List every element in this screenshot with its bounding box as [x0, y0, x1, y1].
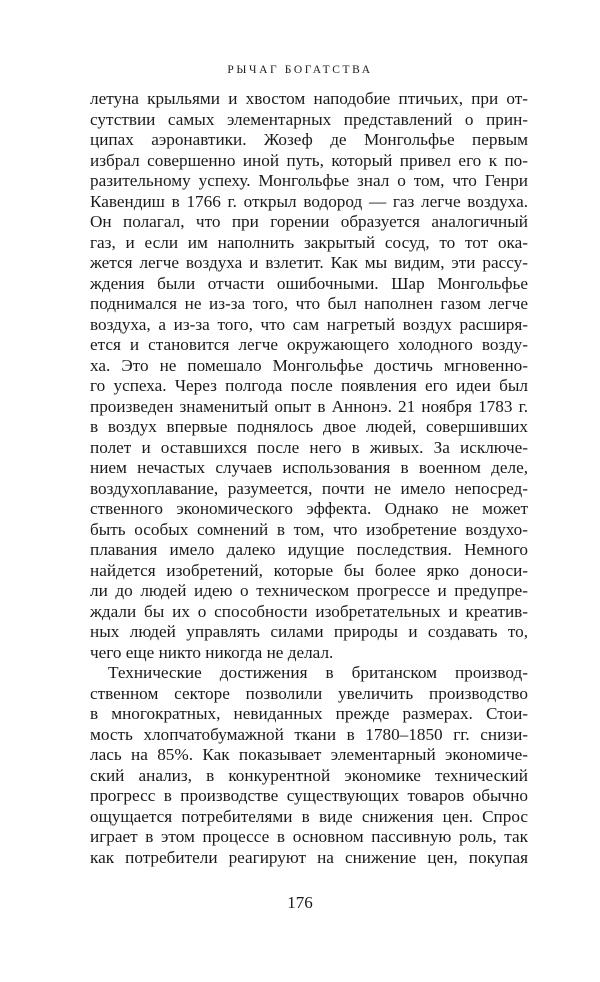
- text-line: лась на 85%. Как показывает элементарный экономиче-: [90, 745, 528, 764]
- text-line: летуна крыльями и хвостом наподобие птичьих, при от-: [90, 89, 528, 108]
- text-line: ощущается потребителями в виде снижения цен. Спрос: [90, 806, 528, 826]
- text-line: ский анализ, в конкурентной экономике технический: [90, 765, 528, 785]
- text-line: полет и оставшихся после него в живых. За исключе-: [90, 437, 528, 457]
- paragraph: [90, 89, 528, 663]
- page-body: [90, 89, 528, 868]
- text-line: мость хлопчатобумажной ткани в 1780–1850 гг. снизи-: [90, 724, 528, 744]
- text-line: Технические достижения в британском производ-: [108, 663, 528, 682]
- text-line: ципах аэронавтики. Жозеф де Монгольфье первым: [90, 130, 528, 149]
- text-line: произведен знаменитый опыт в Аннонэ. 21 ноября 1783 г.: [90, 396, 528, 416]
- text-line: газ, и если им наполнить закрытый сосуд, то тот ока-: [90, 232, 528, 252]
- text-line: чего еще никто никогда не делал.: [90, 642, 334, 662]
- text-line: избрал совершенно иной путь, который привел его к по-: [90, 150, 528, 170]
- text-line: быть особых сомнений в том, что изобретение воздухо-: [90, 519, 528, 539]
- text-line: поднимался не из-за того, что был наполнен газом легче: [90, 294, 528, 313]
- running-head: РЫЧАГ БОГАТСТВА: [227, 64, 373, 76]
- text-line: в воздух впервые поднялось двое людей, совершивших: [90, 417, 528, 436]
- text-line: Он полагал, что при горении образуется аналогичный: [90, 212, 528, 231]
- page-number: 176: [287, 893, 313, 912]
- text-line: ха. Это не помешало Монгольфье достичь мгновенно-: [90, 355, 528, 375]
- text-line: ственном секторе позволили увеличить производство: [90, 683, 528, 703]
- text-line: ждали бы их о способности изобретательных и креатив-: [90, 601, 528, 621]
- text-line: ли до людей идею о техническом прогрессе и предупре-: [90, 581, 528, 600]
- text-line: нием нечастых случаев использования в военном деле,: [90, 458, 528, 477]
- text-line: сутствии самых элементарных представлений о прин-: [90, 109, 528, 129]
- text-line: разительному успеху. Монгольфье знал о том, что Генри: [90, 171, 528, 190]
- text-line: воздухоплавание, разумеется, почти не имело непосред-: [90, 478, 528, 498]
- text-line: Кавендиш в 1766 г. открыл водород — газ легче воздуха.: [90, 191, 528, 211]
- text-line: воздуха, а из-за того, что сам нагретый воздух расширя-: [90, 314, 528, 334]
- text-line: плавания имело далеко идущие последствия. Немного: [90, 540, 528, 559]
- text-line: ных людей управлять силами природы и создавать то,: [90, 622, 528, 641]
- text-line: ственного экономического эффекта. Однако не может: [90, 499, 528, 518]
- text-line: как потребители реагируют на снижение цен, покупая: [90, 847, 528, 867]
- text-line: ется и становится легче окружающего холодного возду-: [90, 335, 528, 354]
- text-line: жется легче воздуха и взлетит. Как мы видим, эти рассу-: [90, 253, 528, 272]
- text-line: прогресс в производстве существующих товаров обычно: [90, 786, 528, 805]
- text-line: ждения были отчасти ошибочными. Шар Монгольфье: [90, 273, 528, 293]
- text-line: найдется изобретений, которые бы более ярко доноси-: [90, 560, 528, 580]
- text-line: в многократных, невиданных прежде размерах. Стои-: [90, 704, 528, 723]
- paragraph: [90, 663, 528, 868]
- text-line: играет в этом процессе в основном пассивную роль, так: [90, 827, 528, 846]
- text-line: го успеха. Через полгода после появления его идеи был: [90, 376, 528, 395]
